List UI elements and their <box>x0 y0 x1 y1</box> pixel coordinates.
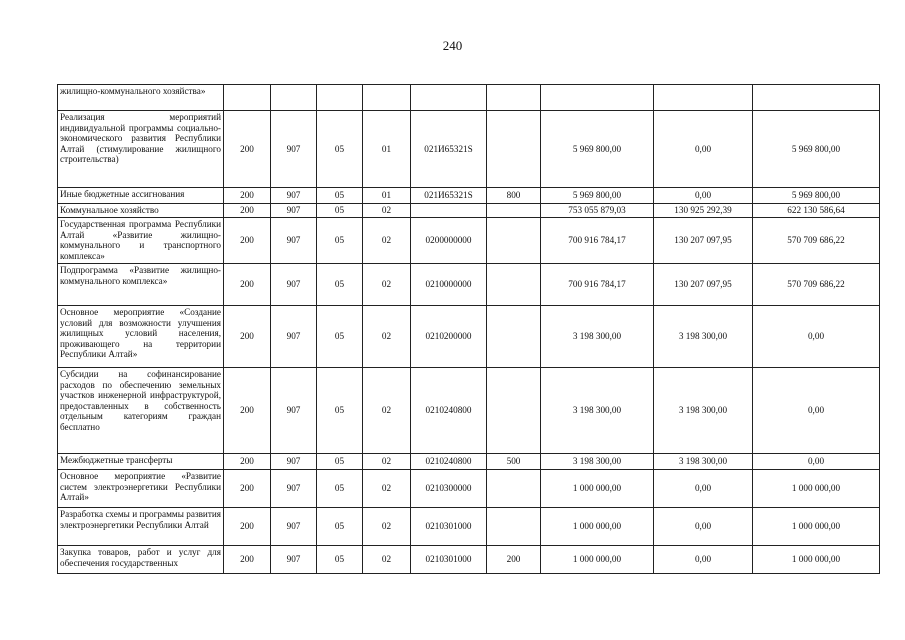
row-c6-cell <box>487 508 541 546</box>
row-c2-cell: 907 <box>271 470 317 508</box>
row-c4-cell: 02 <box>363 454 411 470</box>
row-c5-cell: 021И65321S <box>411 188 487 204</box>
row-a1-cell: 5 969 800,00 <box>541 188 654 204</box>
row-c2-cell: 907 <box>271 204 317 218</box>
row-c4-cell: 02 <box>363 368 411 454</box>
row-c5-cell <box>411 204 487 218</box>
row-c6-cell <box>487 218 541 264</box>
row-c6-cell <box>487 470 541 508</box>
row-c6-cell <box>487 306 541 368</box>
row-a2-cell: 0,00 <box>654 188 753 204</box>
table-row <box>58 306 880 368</box>
row-c4-cell: 01 <box>363 111 411 188</box>
row-name-cell: Закупка товаров, работ и услуг для обеспечения государственных <box>58 546 224 574</box>
row-name-cell: Коммунальное хозяйство <box>58 204 224 218</box>
row-c4-cell: 02 <box>363 218 411 264</box>
row-c5-cell: 0210301000 <box>411 546 487 574</box>
table-row <box>58 111 880 188</box>
table-row <box>58 470 880 508</box>
row-a3-cell: 0,00 <box>753 368 880 454</box>
row-c6-cell: 200 <box>487 546 541 574</box>
page-number: 240 <box>442 38 463 53</box>
row-c1-cell <box>224 85 271 111</box>
row-a1-cell: 3 198 300,00 <box>541 306 654 368</box>
row-name-cell: Основное мероприятие «Создание условий для возможности улучшения жилищных условий населения, проживающего на территории Республики Алтай» <box>58 306 224 368</box>
row-a2-cell: 0,00 <box>654 470 753 508</box>
row-c4-cell: 02 <box>363 546 411 574</box>
row-c1-cell: 200 <box>224 454 271 470</box>
row-a1-cell: 700 916 784,17 <box>541 218 654 264</box>
row-a3-cell: 1 000 000,00 <box>753 508 880 546</box>
row-c4-cell: 02 <box>363 306 411 368</box>
row-name-cell: Субсидии на софинансирование расходов по обеспечению земельных участков инженерной инфраструктурой, предоставленных в собственность отдельным категориям граждан бесплатно <box>58 368 224 454</box>
row-c5-cell: 0210240800 <box>411 454 487 470</box>
table-row <box>58 188 880 204</box>
row-c2-cell: 907 <box>271 111 317 188</box>
row-a2-cell: 0,00 <box>654 508 753 546</box>
row-c4-cell: 02 <box>363 204 411 218</box>
row-a1-cell <box>541 85 654 111</box>
row-a3-cell: 0,00 <box>753 306 880 368</box>
row-c3-cell: 05 <box>317 368 363 454</box>
row-c2-cell: 907 <box>271 508 317 546</box>
row-c1-cell: 200 <box>224 188 271 204</box>
row-a2-cell: 3 198 300,00 <box>654 368 753 454</box>
row-name-cell: Основное мероприятие «Развитие систем электроэнергетики Республики Алтай» <box>58 470 224 508</box>
row-c2-cell: 907 <box>271 306 317 368</box>
row-c4-cell <box>363 85 411 111</box>
row-c5-cell: 0200000000 <box>411 218 487 264</box>
row-a3-cell <box>753 85 880 111</box>
row-a3-cell: 1 000 000,00 <box>753 546 880 574</box>
table-row <box>58 368 880 454</box>
row-c1-cell: 200 <box>224 264 271 306</box>
row-c6-cell <box>487 111 541 188</box>
row-c2-cell: 907 <box>271 218 317 264</box>
row-c6-cell: 500 <box>487 454 541 470</box>
row-a1-cell: 700 916 784,17 <box>541 264 654 306</box>
table-row <box>58 546 880 574</box>
row-c5-cell: 021И65321S <box>411 111 487 188</box>
row-c4-cell: 01 <box>363 188 411 204</box>
row-c2-cell: 907 <box>271 264 317 306</box>
row-a1-cell: 753 055 879,03 <box>541 204 654 218</box>
row-a1-cell: 1 000 000,00 <box>541 470 654 508</box>
row-c2-cell: 907 <box>271 454 317 470</box>
row-c4-cell: 02 <box>363 470 411 508</box>
row-c1-cell: 200 <box>224 306 271 368</box>
table-row <box>58 454 880 470</box>
row-c6-cell <box>487 85 541 111</box>
row-c3-cell: 05 <box>317 470 363 508</box>
row-c1-cell: 200 <box>224 546 271 574</box>
row-a2-cell: 130 207 097,95 <box>654 218 753 264</box>
row-c3-cell: 05 <box>317 204 363 218</box>
row-c4-cell: 02 <box>363 508 411 546</box>
row-c6-cell <box>487 368 541 454</box>
row-c3-cell <box>317 85 363 111</box>
row-a3-cell: 570 709 686,22 <box>753 218 880 264</box>
row-a1-cell: 3 198 300,00 <box>541 368 654 454</box>
row-a2-cell <box>654 85 753 111</box>
row-name-cell: Реализация мероприятий индивидуальной программы социально-экономического развития Республики Алтай (стимулирование жилищного строительства) <box>58 111 224 188</box>
row-a1-cell: 1 000 000,00 <box>541 546 654 574</box>
row-c3-cell: 05 <box>317 508 363 546</box>
row-c2-cell: 907 <box>271 188 317 204</box>
row-name-cell: жилищно-коммунального хозяйства» <box>58 85 224 111</box>
row-a1-cell: 1 000 000,00 <box>541 508 654 546</box>
row-c2-cell: 907 <box>271 546 317 574</box>
row-c5-cell: 0210240800 <box>411 368 487 454</box>
row-c2-cell: 907 <box>271 368 317 454</box>
table-row <box>58 508 880 546</box>
row-c5-cell: 0210000000 <box>411 264 487 306</box>
row-c5-cell: 0210300000 <box>411 470 487 508</box>
row-a2-cell: 3 198 300,00 <box>654 454 753 470</box>
row-c1-cell: 200 <box>224 204 271 218</box>
row-c5-cell: 0210301000 <box>411 508 487 546</box>
row-c1-cell: 200 <box>224 508 271 546</box>
table-row <box>58 204 880 218</box>
row-c1-cell: 200 <box>224 111 271 188</box>
row-name-cell: Государственная программа Республики Алтай «Развитие жилищно-коммунального и транспортного комплекса» <box>58 218 224 264</box>
row-c5-cell: 0210200000 <box>411 306 487 368</box>
row-c1-cell: 200 <box>224 218 271 264</box>
row-name-cell: Межбюджетные трансферты <box>58 454 224 470</box>
row-c2-cell <box>271 85 317 111</box>
table-row <box>58 264 880 306</box>
budget-table <box>57 84 880 574</box>
row-a2-cell: 130 207 097,95 <box>654 264 753 306</box>
row-c3-cell: 05 <box>317 218 363 264</box>
row-c3-cell: 05 <box>317 111 363 188</box>
row-c5-cell <box>411 85 487 111</box>
row-c1-cell: 200 <box>224 470 271 508</box>
row-a3-cell: 5 969 800,00 <box>753 111 880 188</box>
row-c3-cell: 05 <box>317 546 363 574</box>
row-a2-cell: 3 198 300,00 <box>654 306 753 368</box>
row-a3-cell: 622 130 586,64 <box>753 204 880 218</box>
row-a3-cell: 570 709 686,22 <box>753 264 880 306</box>
row-c6-cell <box>487 264 541 306</box>
row-name-cell: Иные бюджетные ассигнования <box>58 188 224 204</box>
row-a2-cell: 130 925 292,39 <box>654 204 753 218</box>
row-c3-cell: 05 <box>317 264 363 306</box>
row-a2-cell: 0,00 <box>654 546 753 574</box>
row-c3-cell: 05 <box>317 188 363 204</box>
table-row <box>58 218 880 264</box>
row-c4-cell: 02 <box>363 264 411 306</box>
row-a3-cell: 5 969 800,00 <box>753 188 880 204</box>
row-a1-cell: 5 969 800,00 <box>541 111 654 188</box>
row-c6-cell <box>487 204 541 218</box>
table-row <box>58 85 880 111</box>
row-name-cell: Разработка схемы и программы развития электроэнергетики Республики Алтай <box>58 508 224 546</box>
row-c1-cell: 200 <box>224 368 271 454</box>
row-a1-cell: 3 198 300,00 <box>541 454 654 470</box>
row-a3-cell: 0,00 <box>753 454 880 470</box>
row-a2-cell: 0,00 <box>654 111 753 188</box>
row-c6-cell: 800 <box>487 188 541 204</box>
row-a3-cell: 1 000 000,00 <box>753 470 880 508</box>
row-c3-cell: 05 <box>317 454 363 470</box>
row-c3-cell: 05 <box>317 306 363 368</box>
row-name-cell: Подпрограмма «Развитие жилищно-коммунального комплекса» <box>58 264 224 306</box>
